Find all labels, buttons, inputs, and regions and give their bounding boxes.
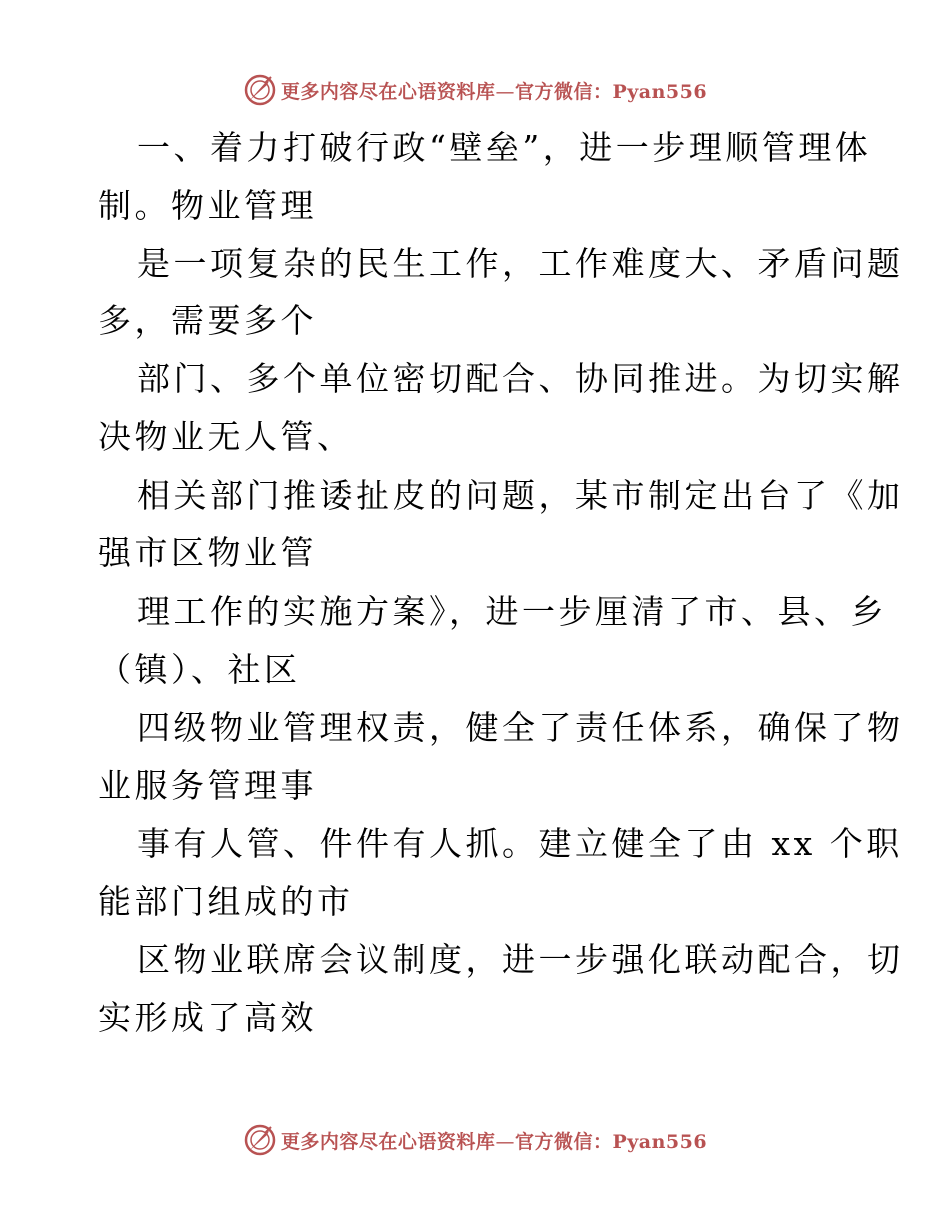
body-line: 强市区物业管 xyxy=(98,533,317,572)
footer-banner xyxy=(0,1120,950,1160)
body-line: 相关部门推诿扯皮的问题，某市制定出台了《加 xyxy=(137,476,904,515)
body-line: 理工作的实施方案》，进一步厘清了市、县、乡 xyxy=(137,592,887,631)
body-line: 四级物业管理权责，健全了责任体系，确保了物 xyxy=(137,708,904,747)
body-line: 部门、多个单位密切配合、协同推进。为切实解 xyxy=(137,359,904,398)
header-banner-tail: 官方微信：Pyan556 xyxy=(514,80,708,103)
footer-banner-text xyxy=(281,1127,707,1154)
body-line: 能部门组成的市 xyxy=(98,882,354,921)
body-line: 事有人管、件件有人抓。建立健全了由 xx 个职 xyxy=(137,824,903,863)
footer-banner-tail: 官方微信：Pyan556 xyxy=(514,1130,708,1153)
footer-banner-sep: — xyxy=(495,1130,515,1153)
body-line: 是一项复杂的民生工作，工作难度大、矛盾问题 xyxy=(137,244,904,283)
header-banner xyxy=(0,70,950,110)
body-line: 一、着力打破行政“壁垒”，进一步理顺管理体 xyxy=(137,128,872,167)
quill-seal-icon xyxy=(243,1123,277,1157)
body-line: 制。物业管理 xyxy=(98,186,317,225)
header-banner-sep: — xyxy=(495,80,515,103)
quill-seal-icon xyxy=(243,73,277,107)
header-banner-text xyxy=(281,77,707,104)
body-line: 实形成了高效 xyxy=(98,998,317,1037)
body-line: 业服务管理事 xyxy=(98,766,317,805)
body-line: （镇）、社区 xyxy=(98,650,301,689)
header-banner-main: 更多内容尽在心语资料库 xyxy=(280,80,496,103)
body-line: 区物业联席会议制度，进一步强化联动配合，切 xyxy=(137,940,904,979)
body-line: 多，需要多个 xyxy=(98,301,317,340)
footer-banner-main: 更多内容尽在心语资料库 xyxy=(280,1130,496,1153)
body-line: 决物业无人管、 xyxy=(98,417,354,456)
